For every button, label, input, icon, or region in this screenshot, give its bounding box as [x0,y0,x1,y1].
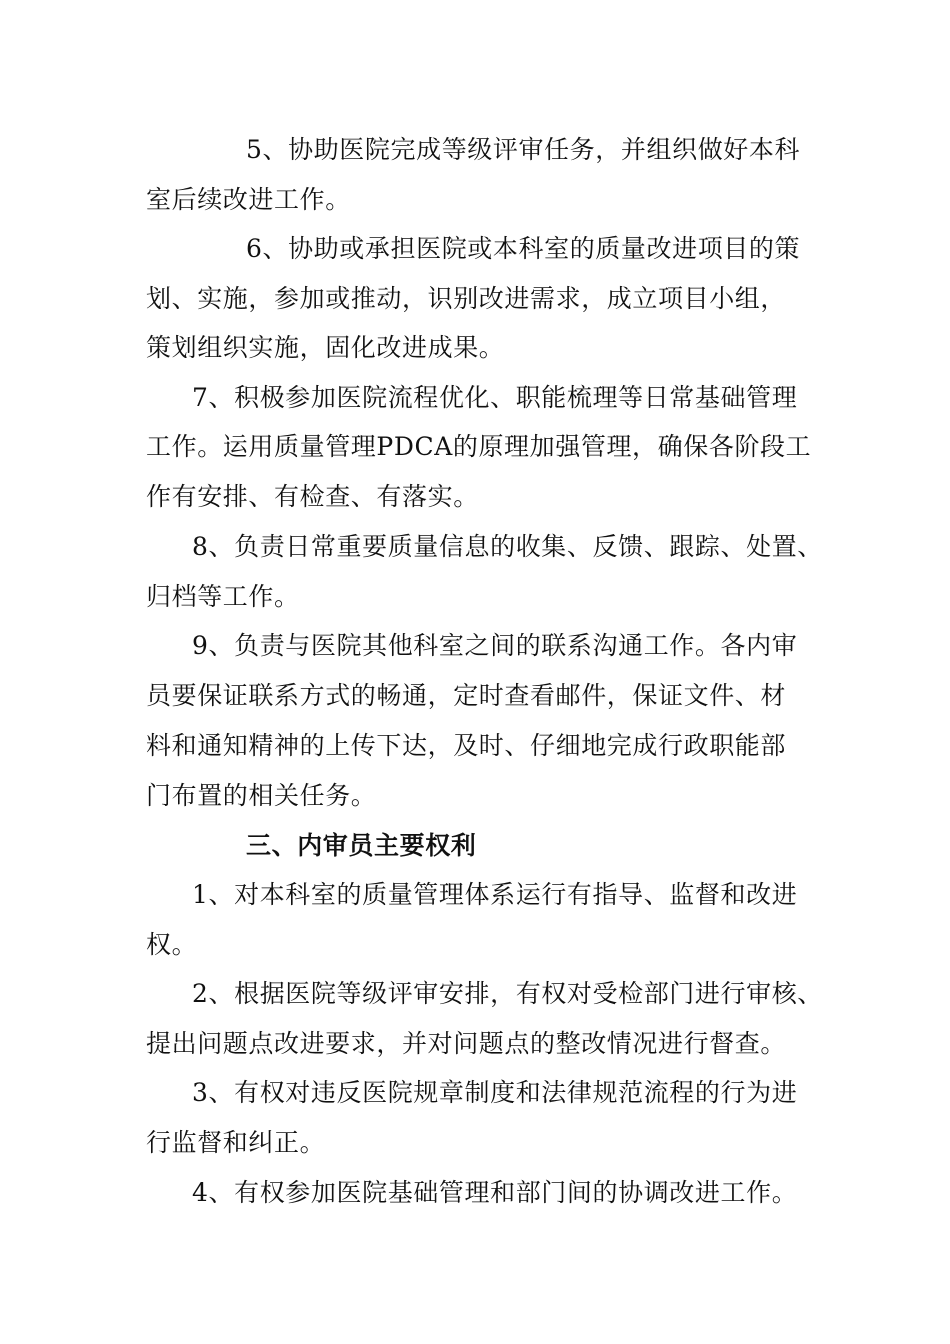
right-3-line-2: 行监督和纠正。 [146,1128,326,1157]
paragraph-6-line-2: 划、实施，参加或推动，识别改进需求，成立项目小组， [146,284,787,313]
paragraph-9-line-2: 员要保证联系方式的畅通，定时查看邮件，保证文件、材 [146,681,787,710]
paragraph-9-line-4: 门布置的相关任务。 [146,781,377,810]
paragraph-6-line-3: 策划组织实施，固化改进成果。 [146,333,505,362]
paragraph-5-line-1: 5、协助医院完成等级评审任务，并组织做好本科 [246,135,801,164]
right-2-line-1: 2、根据医院等级评审安排，有权对受检部门进行审核、 [192,979,823,1008]
right-1-line-2: 权。 [146,930,198,959]
right-3-line-1: 3、有权对违反医院规章制度和法律规范流程的行为进 [192,1078,798,1107]
right-1-line-1: 1、对本科室的质量管理体系运行有指导、监督和改进 [192,880,798,909]
paragraph-7-line-2: 工作。运用质量管理PDCA的原理加强管理，确保各阶段工 [146,432,812,461]
paragraph-8-line-1: 8、负责日常重要质量信息的收集、反馈、跟踪、处置、 [192,532,823,561]
paragraph-7-line-3: 作有安排、有检查、有落实。 [146,482,479,511]
paragraph-8-line-2: 归档等工作。 [146,582,300,611]
paragraph-7-line-1: 7、积极参加医院流程优化、职能梳理等日常基础管理 [192,383,798,412]
right-4-line-1: 4、有权参加医院基础管理和部门间的协调改进工作。 [192,1178,798,1207]
paragraph-6-line-1: 6、协助或承担医院或本科室的质量改进项目的策 [246,234,801,263]
paragraph-5-line-2: 室后续改进工作。 [146,185,351,214]
paragraph-9-line-1: 9、负责与医院其他科室之间的联系沟通工作。各内审 [192,631,798,660]
right-2-line-2: 提出问题点改进要求，并对问题点的整改情况进行督查。 [146,1029,787,1058]
section-heading: 三、内审员主要权利 [246,831,477,860]
paragraph-9-line-3: 料和通知精神的上传下达，及时、仔细地完成行政职能部 [146,731,787,760]
